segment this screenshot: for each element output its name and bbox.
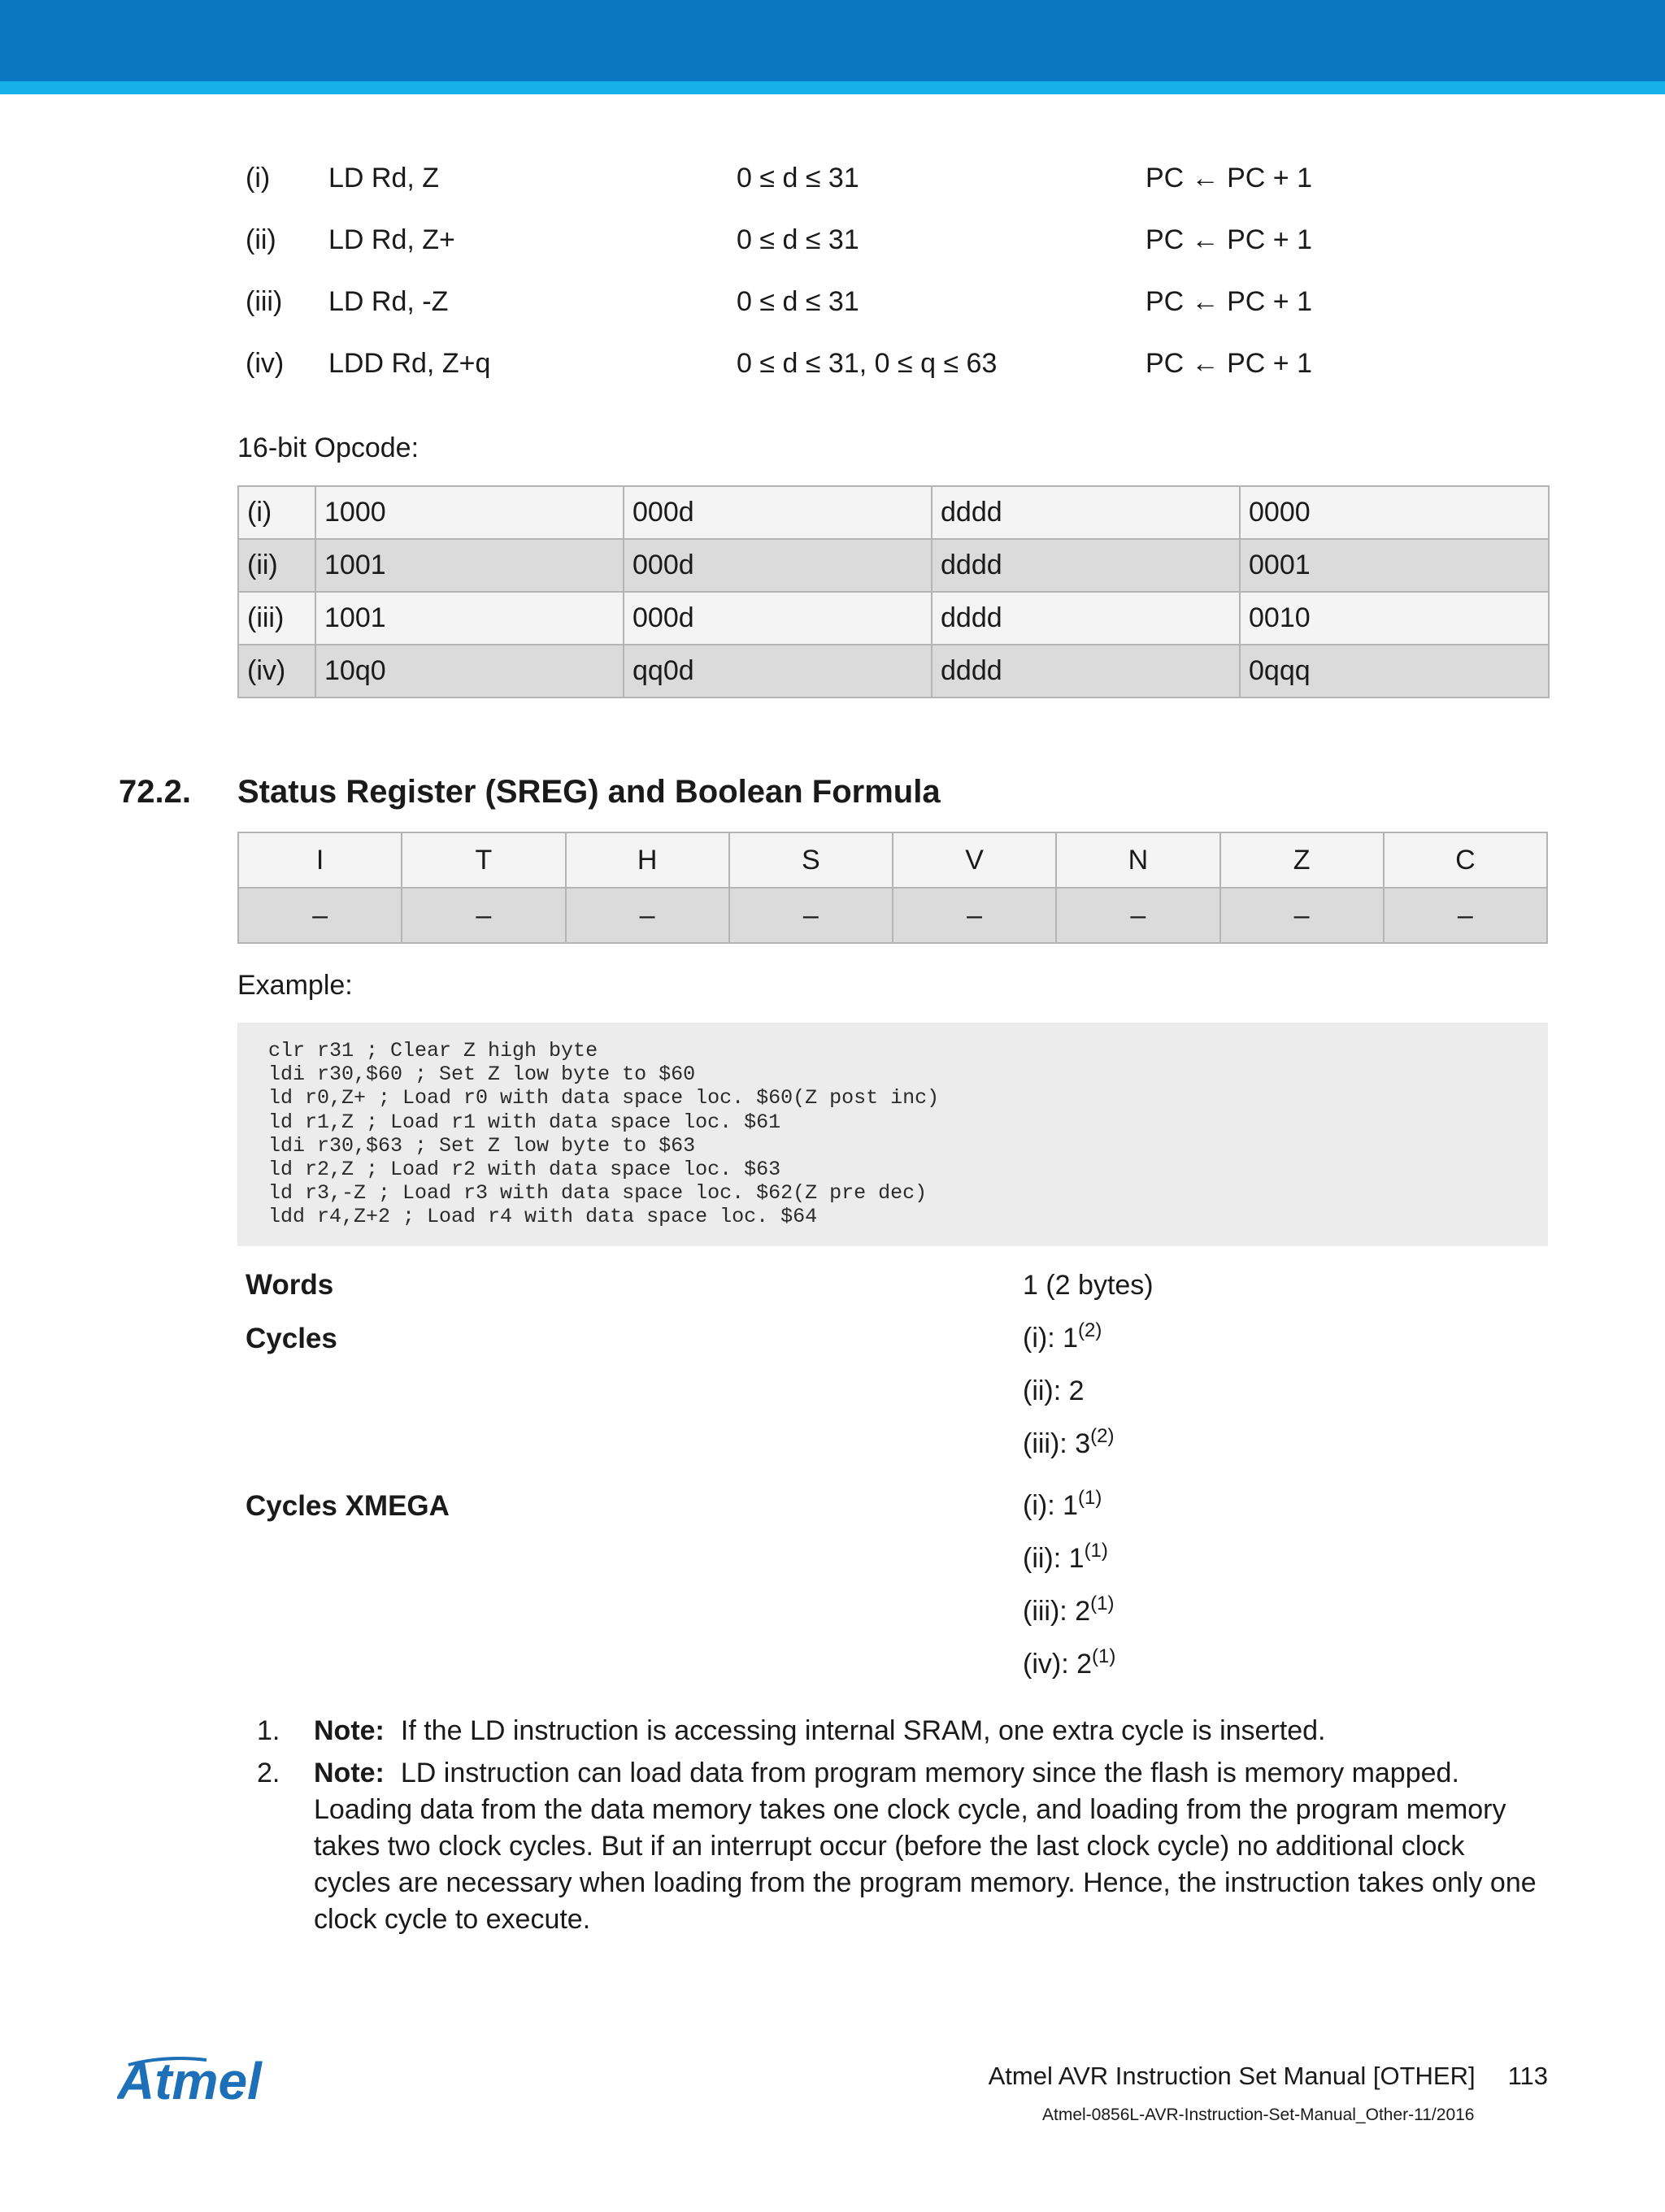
code-line: ldi r30,$63 ; Set Z low byte to $63 xyxy=(268,1133,696,1158)
section-title: Status Register (SREG) and Boolean Formula xyxy=(237,774,941,810)
opcode-cell: dddd xyxy=(932,592,1240,645)
opcode-cell: dddd xyxy=(932,486,1240,539)
cycles-xmega-label: Cycles XMEGA xyxy=(246,1490,450,1522)
example-label: Example: xyxy=(237,970,353,1001)
code-line: ld r2,Z ; Load r2 with data space loc. $63 xyxy=(268,1157,781,1181)
cycles-value-text: (ii): 1 xyxy=(1023,1543,1085,1574)
cycles-xmega-value xyxy=(1023,1593,1115,1627)
opcode-cell: dddd xyxy=(932,539,1240,592)
page-number: 113 xyxy=(1507,2062,1548,2090)
cycles-xmega-value xyxy=(1023,1487,1102,1522)
cycles-label: Cycles xyxy=(246,1323,337,1354)
sreg-value: – xyxy=(1384,888,1547,943)
footer-document-id: Atmel-0856L-AVR-Instruction-Set-Manual_Other-11/2016 xyxy=(1042,2106,1475,2124)
sreg-flag: V xyxy=(893,832,1056,888)
syntax-instruction: LD Rd, -Z xyxy=(328,286,449,317)
words-value: 1 (2 bytes) xyxy=(1023,1270,1154,1301)
opcode-cell: qq0d xyxy=(624,645,932,697)
syntax-table xyxy=(244,163,1545,410)
note-number: 1. xyxy=(257,1715,280,1746)
syntax-index: (ii) xyxy=(246,224,276,255)
header-accent-strip xyxy=(0,81,1665,94)
footer-manual-name: Atmel AVR Instruction Set Manual [OTHER] xyxy=(988,2062,1476,2090)
syntax-program-counter: PC ← PC + 1 xyxy=(1146,286,1313,317)
cycles-value-text: (iii): 3 xyxy=(1023,1428,1091,1459)
syntax-instruction: LD Rd, Z+ xyxy=(328,224,455,255)
syntax-instruction: LD Rd, Z xyxy=(328,163,440,193)
cycles-value-text: (iii): 2 xyxy=(1023,1596,1091,1627)
opcode-row xyxy=(238,486,1549,539)
atmel-logo-text: Atmel xyxy=(117,2052,262,2110)
opcode-caption: 16-bit Opcode: xyxy=(237,432,420,463)
code-line: ld r3,-Z ; Load r3 with data space loc. $62(Z pre dec) xyxy=(268,1181,928,1206)
opcode-cell: (iv) xyxy=(238,645,315,697)
sreg-table xyxy=(237,832,1548,944)
cycles-value xyxy=(1023,1375,1085,1407)
cycles-value xyxy=(1023,1425,1115,1460)
opcode-cell: 0qqq xyxy=(1240,645,1549,697)
sreg-value: – xyxy=(566,888,729,943)
footnote-ref: (1) xyxy=(1090,1593,1115,1614)
notes-list xyxy=(257,1713,1558,1944)
sreg-flag: I xyxy=(238,832,402,888)
syntax-operands: 0 ≤ d ≤ 31 xyxy=(737,163,859,193)
cycles-xmega-value xyxy=(1023,1645,1116,1680)
footnote-ref: (1) xyxy=(1078,1487,1102,1509)
syntax-row xyxy=(244,163,1545,224)
sreg-flag-row xyxy=(238,832,1547,888)
sreg-flag: C xyxy=(1384,832,1547,888)
cycles-value xyxy=(1023,1319,1102,1354)
note-text: LD instruction can load data from program memory since the flash is memory mapped. Loading data from the data memory takes one clock cycle, and loading from the program memory takes two clock cycles. But if an interrupt occur (before the last clock cycle) no additional clock cycles are necessary when loading from the program memory. Hence, the instruction takes only one clock cycle to execute. xyxy=(314,1758,1537,1935)
opcode-cell: dddd xyxy=(932,645,1240,697)
syntax-program-counter: PC ← PC + 1 xyxy=(1146,224,1313,255)
opcode-cell: 10q0 xyxy=(315,645,624,697)
note-item xyxy=(257,1755,1558,1938)
opcode-cell: 000d xyxy=(624,539,932,592)
sreg-flag: T xyxy=(402,832,565,888)
opcode-cell: 0001 xyxy=(1240,539,1549,592)
syntax-index: (iv) xyxy=(246,348,285,379)
syntax-operands: 0 ≤ d ≤ 31 xyxy=(737,286,859,317)
syntax-operands: 0 ≤ d ≤ 31 xyxy=(737,224,859,255)
code-line: ld r1,Z ; Load r1 with data space loc. $61 xyxy=(268,1110,781,1134)
section-number: 72.2. xyxy=(119,774,191,810)
sreg-value: – xyxy=(1056,888,1219,943)
syntax-row xyxy=(244,286,1545,348)
footnote-ref: (2) xyxy=(1090,1425,1115,1447)
note-label: Note: xyxy=(314,1758,385,1788)
opcode-row xyxy=(238,539,1549,592)
syntax-row xyxy=(244,348,1545,410)
code-line: ld r0,Z+ ; Load r0 with data space loc. $60(Z post inc) xyxy=(268,1086,940,1110)
cycles-value-text: (i): 1 xyxy=(1023,1490,1078,1521)
footnote-ref: (1) xyxy=(1092,1645,1116,1667)
note-text: If the LD instruction is accessing internal SRAM, one extra cycle is inserted. xyxy=(400,1715,1326,1746)
syntax-index: (i) xyxy=(246,163,271,193)
cycles-value-text: (i): 1 xyxy=(1023,1323,1078,1354)
syntax-operands: 0 ≤ d ≤ 31, 0 ≤ q ≤ 63 xyxy=(737,348,998,379)
footnote-ref: (2) xyxy=(1078,1319,1102,1341)
words-label: Words xyxy=(246,1269,334,1301)
sreg-value: – xyxy=(893,888,1056,943)
note-item xyxy=(257,1713,1558,1749)
syntax-instruction: LDD Rd, Z+q xyxy=(328,348,491,379)
cycles-value-text: (ii): 2 xyxy=(1023,1375,1085,1406)
opcode-cell: (iii) xyxy=(238,592,315,645)
note-label: Note: xyxy=(314,1715,385,1746)
opcode-row xyxy=(238,645,1549,697)
opcode-cell: (ii) xyxy=(238,539,315,592)
sreg-value: – xyxy=(238,888,402,943)
sreg-value: – xyxy=(729,888,893,943)
code-example-block xyxy=(237,1023,1548,1246)
sreg-flag: N xyxy=(1056,832,1219,888)
code-line: clr r31 ; Clear Z high byte xyxy=(268,1039,598,1063)
sreg-flag: S xyxy=(729,832,893,888)
opcode-table xyxy=(237,485,1550,698)
sreg-value-row xyxy=(238,888,1547,943)
atmel-logo-mark xyxy=(117,2052,288,2110)
sreg-value: – xyxy=(402,888,565,943)
opcode-cell: 1001 xyxy=(315,539,624,592)
opcode-cell: 0010 xyxy=(1240,592,1549,645)
opcode-cell: (i) xyxy=(238,486,315,539)
syntax-index: (iii) xyxy=(246,286,283,317)
header-band xyxy=(0,0,1665,81)
footnote-ref: (1) xyxy=(1084,1540,1108,1562)
opcode-cell: 1001 xyxy=(315,592,624,645)
code-line: ldi r30,$60 ; Set Z low byte to $60 xyxy=(268,1063,696,1087)
syntax-row xyxy=(244,224,1545,286)
opcode-cell: 000d xyxy=(624,592,932,645)
opcode-cell: 0000 xyxy=(1240,486,1549,539)
opcode-row xyxy=(238,592,1549,645)
footer-manual-title xyxy=(989,2062,1548,2091)
note-body xyxy=(314,1755,1558,1938)
sreg-flag: Z xyxy=(1220,832,1384,888)
note-number: 2. xyxy=(257,1758,280,1788)
code-line: ldd r4,Z+2 ; Load r4 with data space loc. $64 xyxy=(268,1205,818,1229)
note-body xyxy=(314,1713,1558,1749)
atmel-logo xyxy=(117,2052,288,2114)
syntax-program-counter: PC ← PC + 1 xyxy=(1146,163,1313,193)
cycles-value-text: (iv): 2 xyxy=(1023,1649,1092,1680)
opcode-cell: 1000 xyxy=(315,486,624,539)
cycles-xmega-value xyxy=(1023,1540,1108,1575)
sreg-flag: H xyxy=(566,832,729,888)
syntax-program-counter: PC ← PC + 1 xyxy=(1146,348,1313,379)
opcode-cell: 000d xyxy=(624,486,932,539)
sreg-value: – xyxy=(1220,888,1384,943)
